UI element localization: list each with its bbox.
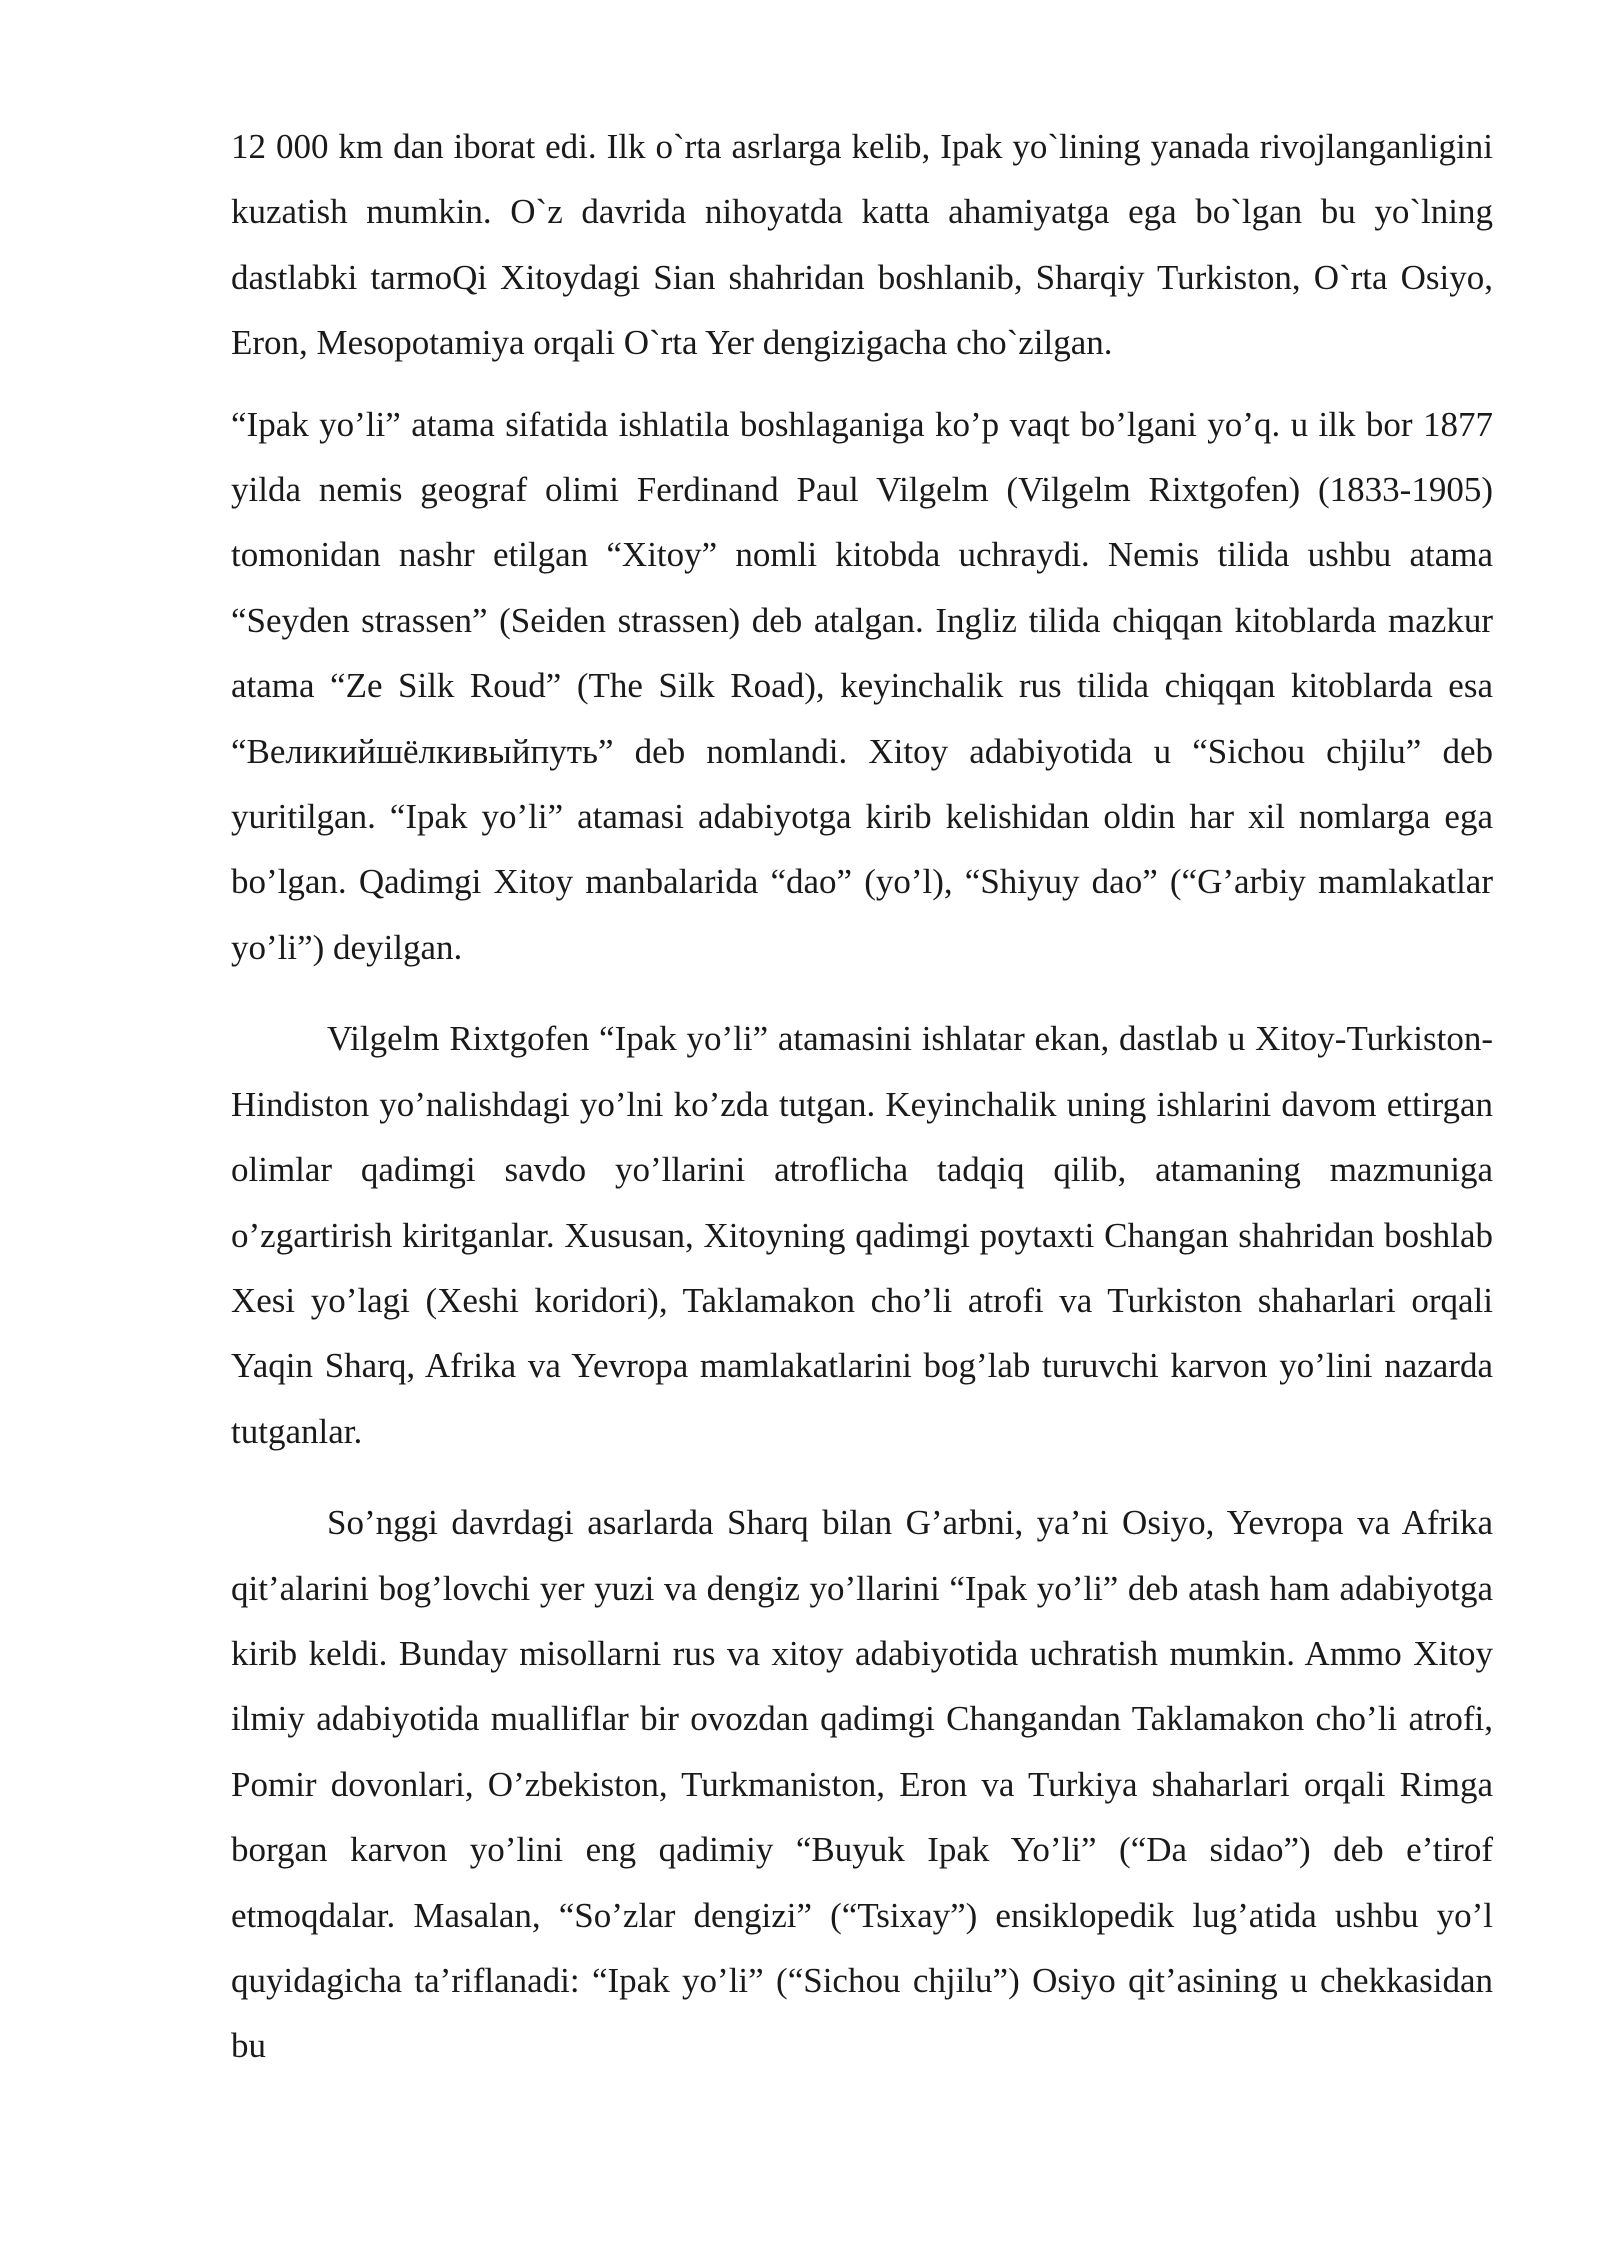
paragraph-1: 12 000 km dan iborat edi. Ilk o`rta asrlarga kelib, Ipak yo`lining yanada rivojlanganligini kuzatish mumkin. O`z davrida nihoyatda katta ahamiyatga ega bo`lgan bu yo`lning dastlabki tarmoQi Xitoydagi Sian shahridan boshlanib, Sharqiy Turkiston, O`rta Osiyo, Eron, Mesopotamiya orqali O`rta Yer dengizigacha cho`zilgan. [231, 127, 1493, 363]
paragraph-2: “Ipak yo’li” atama sifatida ishlatila boshlaganiga ko’p vaqt bo’lgani yo’q. u ilk bor 1877 yilda nemis geograf olimi Ferdinand Paul Vilgelm (Vilgelm Rixtgofen) (1833-1905) tomonidan nashr etilgan “Xitoy” nomli kitobda uchraydi. Nemis tilida ushbu atama “Seyden strassen” (Seiden strassen) deb atalgan. Ingliz tilida chiqqan kitoblarda mazkur atama “Ze Silk Roud” (The Silk Road), keyinchalik rus tilida chiqqan kitoblarda esa “Великийшёлкивыйпуть” deb nomlandi. Xitoy adabiyotida u “Sichou chjilu” deb yuritilgan. “Ipak yo’li” atamasi adabiyotga kirib kelishidan oldin har xil nomlarga ega bo’lgan. Qadimgi Xitoy manbalarida “dao” (yo’l), “Shiyuy dao” (“G’arbiy mamlakatlar yo’li”) deyilgan. [231, 404, 1493, 967]
page-body [231, 114, 1493, 2079]
paragraph-4: So’nggi davrdagi asarlarda Sharq bilan G’arbni, ya’ni Osiyo, Yevropa va Afrika qit’alarini bog’lovchi yer yuzi va dengiz yo’llarini “Ipak yo’li” deb atash ham adabiyotga kirib keldi. Bunday misollarni rus va xitoy adabiyotida uchratish mumkin. Ammo Xitoy ilmiy adabiyotida mualliflar bir ovozdan qadimgi Changandan Taklamakon cho’li atrofi, Pomir dovonlari, O’zbekiston, Turkmaniston, Eron va Turkiya shaharlari orqali Rimga borgan karvon yo’lini eng qadimiy “Buyuk Ipak Yo’li” (“Da sidao”) deb e’tirof etmoqdalar. Masalan, “So’zlar dengizi” (“Tsixay”) ensiklopedik lug’atida ushbu yo’l quyidagicha ta’riflanadi: “Ipak yo’li” (“Sichou chjilu”) Osiyo qit’asining u chekkasidan bu [231, 1503, 1493, 2066]
paragraph-3: Vilgelm Rixtgofen “Ipak yo’li” atamasini ishlatar ekan, dastlab u Xitoy-Turkiston-Hindiston yo’nalishdagi yo’lni ko’zda tutgan. Keyinchalik uning ishlarini davom ettirgan olimlar qadimgi savdo yo’llarini atroflicha tadqiq qilib, atamaning mazmuniga o’zgartirish kiritganlar. Xususan, Xitoyning qadimgi poytaxti Changan shahridan boshlab Xesi yo’lagi (Xeshi koridori), Taklamakon cho’li atrofi va Turkiston shaharlari orqali Yaqin Sharq, Afrika va Yevropa mamlakatlarini bog’lab turuvchi karvon yo’lini nazarda tutganlar. [231, 1019, 1493, 1451]
